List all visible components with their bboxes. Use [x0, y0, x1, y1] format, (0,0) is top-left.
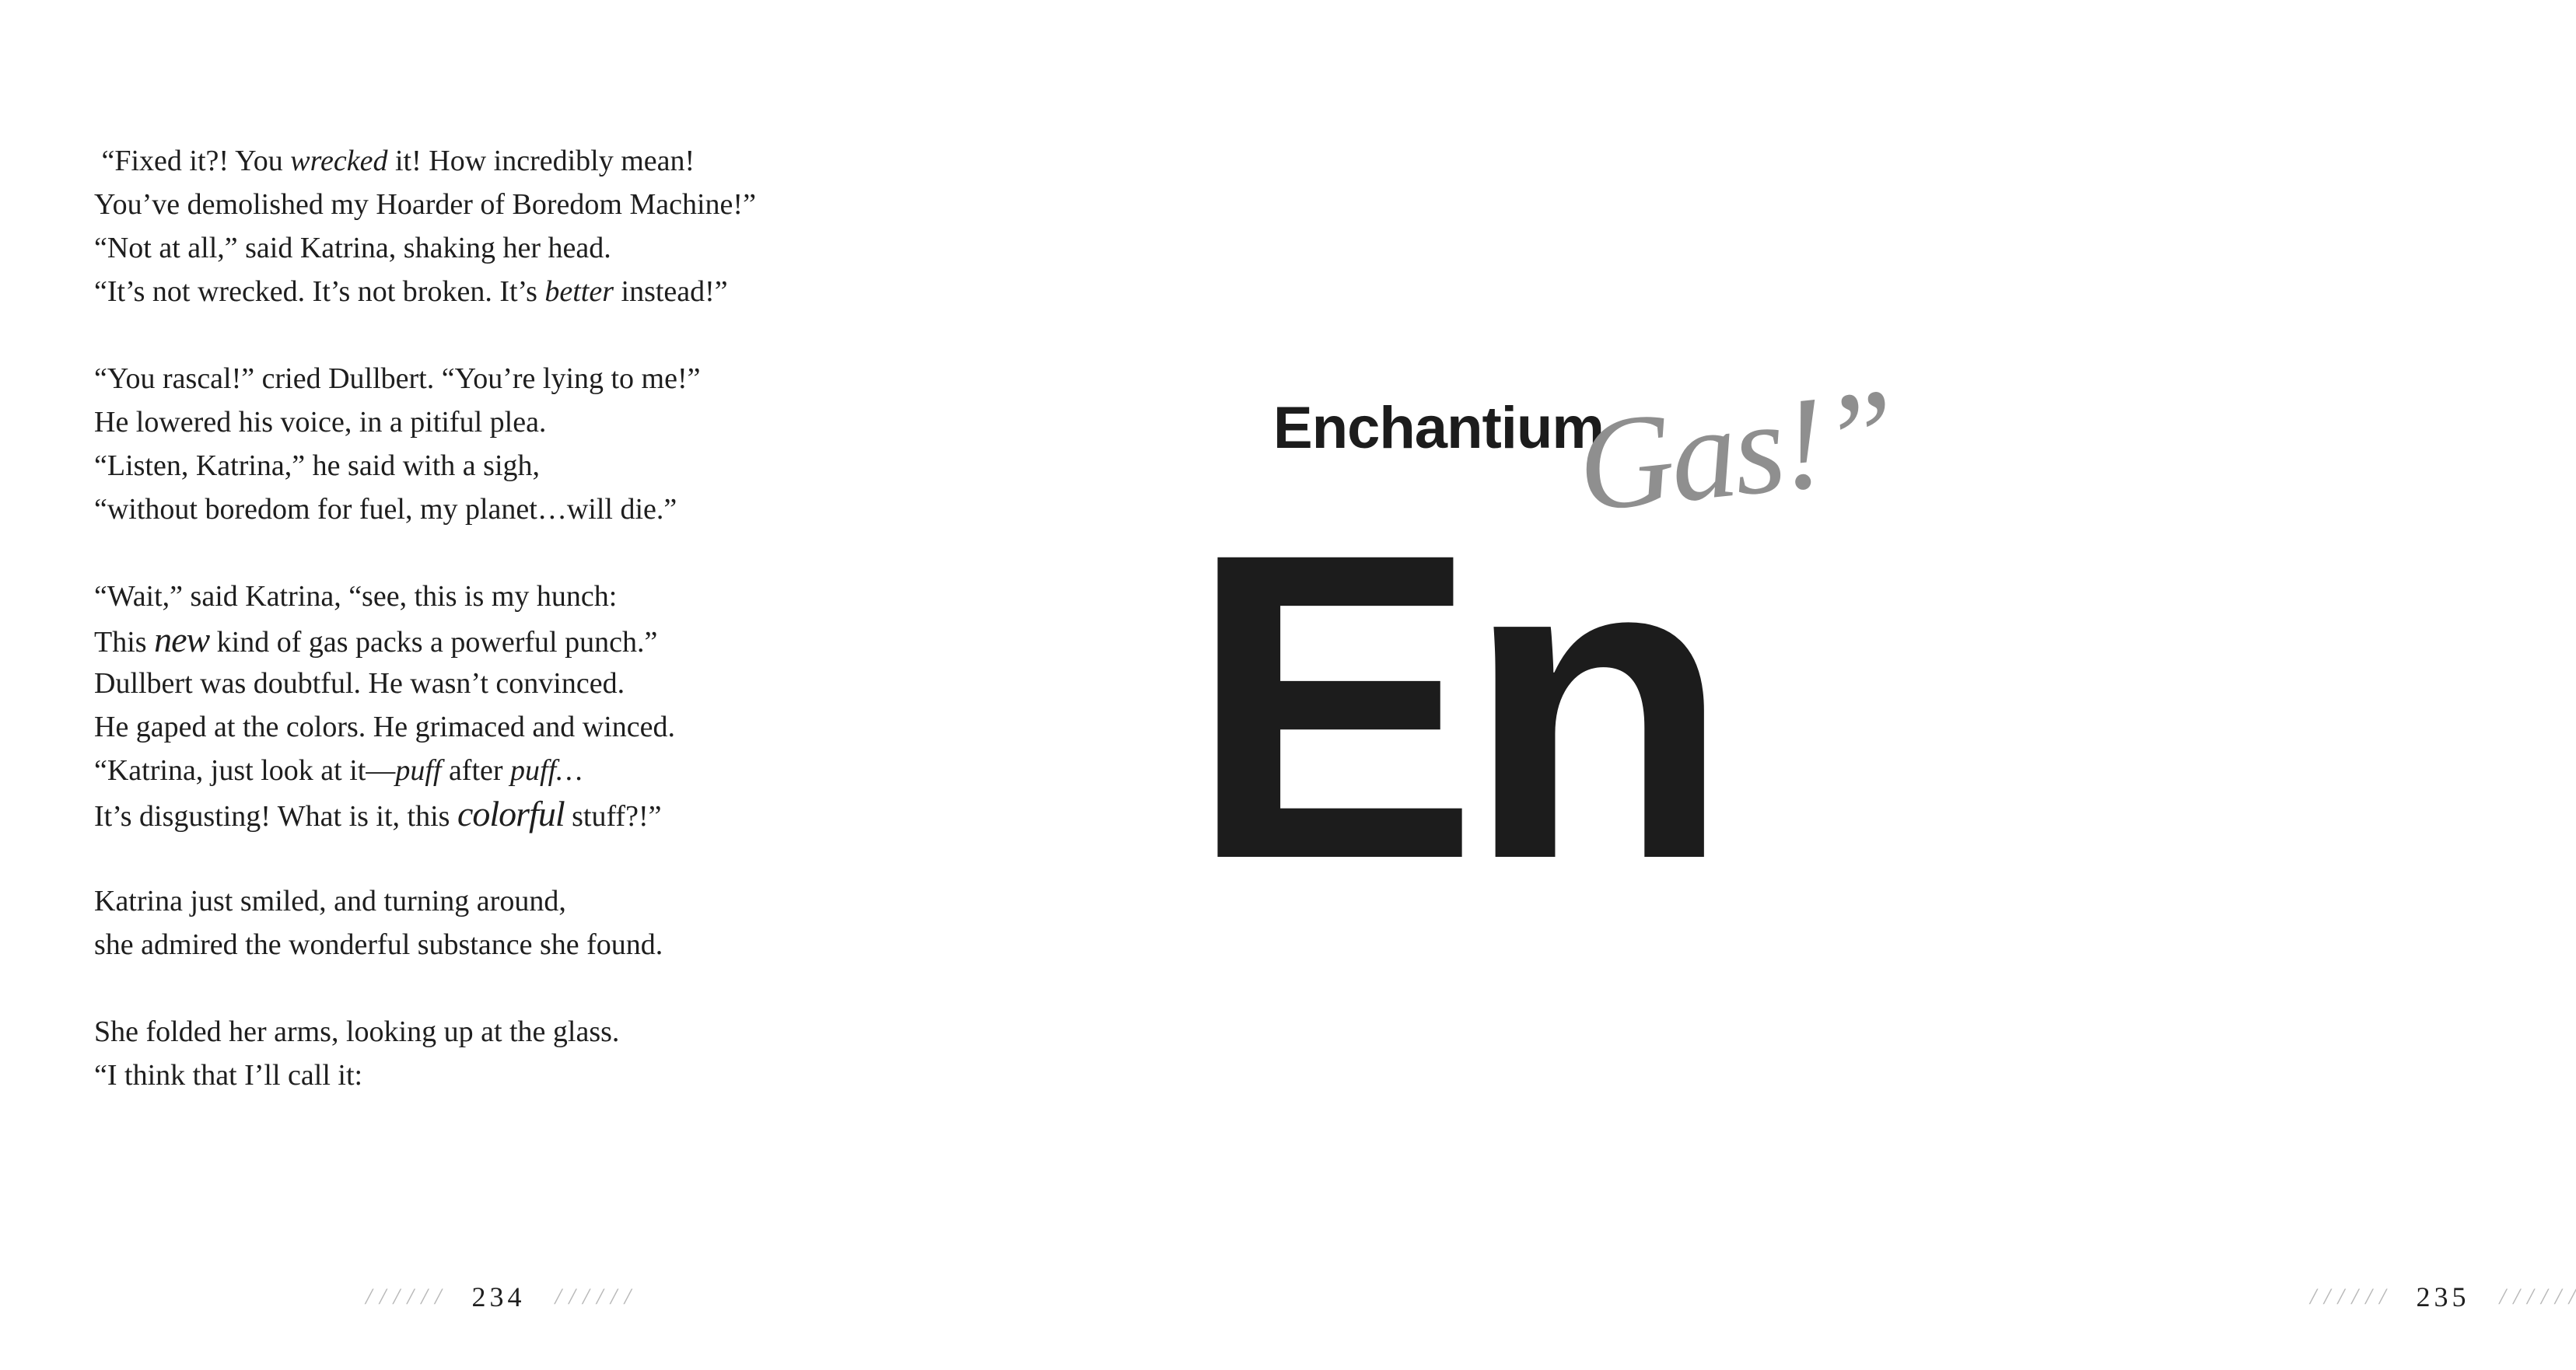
text-segment: Dullbert was doubtful. He wasn’t convinced.: [94, 667, 625, 700]
text-segment: He gaped at the colors. He grimaced and winced.: [94, 711, 676, 743]
italic-word: puff: [395, 754, 442, 787]
text-segment: You’ve demolished my Hoarder of Boredom Machine!”: [94, 188, 756, 221]
poem-line: [94, 1010, 919, 1054]
poem-line: [94, 618, 919, 662]
stanza: [94, 357, 919, 531]
text-segment: “Fixed it?! You: [94, 145, 291, 177]
poem-line: [94, 705, 919, 749]
stanza: [94, 1010, 919, 1097]
folio-left: [366, 1277, 632, 1316]
poem-line: [94, 270, 919, 313]
stanza: [94, 139, 919, 313]
folio-ornament-left: / / / / / /: [2310, 1284, 2387, 1309]
poem-line: [94, 139, 919, 183]
text-segment: She folded her arms, looking up at the glass.: [94, 1015, 620, 1048]
text-segment: Katrina just smiled, and turning around,: [94, 885, 566, 917]
text-segment: This: [94, 626, 155, 659]
text-segment: “You rascal!” cried Dullbert. “You’re lying to me!”: [94, 362, 701, 395]
poem-line: [94, 226, 919, 270]
page-number-right: 235: [2416, 1281, 2470, 1312]
gas-word: Gas!”: [1570, 361, 1900, 540]
text-segment: “It’s not wrecked. It’s not broken. It’s: [94, 275, 545, 308]
poem-text: [94, 139, 919, 1097]
stanza: [94, 879, 919, 966]
poem-line: [94, 488, 919, 531]
text-segment: “Wait,” said Katrina, “see, this is my hunch:: [94, 580, 618, 613]
left-page: [0, 0, 972, 1370]
poem-line: [94, 444, 919, 488]
text-segment: “Listen, Katrina,” he said with a sigh,: [94, 449, 541, 482]
poem-line: [94, 183, 919, 226]
swash-word: new: [154, 620, 210, 659]
poem-line: [94, 792, 919, 836]
page-number-left: 234: [471, 1281, 526, 1312]
text-segment: It’s disgusting! What is it, this: [94, 800, 457, 833]
text-segment: “I think that I’ll call it:: [94, 1059, 363, 1092]
poem-line: [94, 923, 919, 966]
text-segment: it! How incredibly mean!: [387, 145, 695, 177]
poem-line: [94, 662, 919, 705]
folio-ornament-right: / / / / / /: [555, 1284, 632, 1309]
poem-line: [94, 400, 919, 444]
text-segment: “Not at all,” said Katrina, shaking her head.: [94, 232, 611, 264]
folio-right: [2310, 1277, 2576, 1316]
italic-word: puff…: [510, 754, 583, 787]
text-segment: she admired the wonderful substance she found.: [94, 928, 663, 961]
poem-line: [94, 575, 919, 618]
italic-word: wrecked: [290, 145, 388, 177]
element-symbol: En: [1188, 463, 1717, 949]
italic-word: better: [544, 275, 614, 308]
poem-line: [94, 357, 919, 400]
text-segment: “without boredom for fuel, my planet…will die.”: [94, 493, 677, 526]
poem-line: [94, 749, 919, 792]
text-segment: kind of gas packs a powerful punch.”: [209, 626, 658, 659]
text-segment: stuff?!”: [564, 800, 662, 833]
swash-word: colorful: [457, 794, 565, 834]
text-segment: instead!”: [614, 275, 728, 308]
text-segment: “Katrina, just look at it—: [94, 754, 396, 787]
text-segment: He lowered his voice, in a pitiful plea.: [94, 406, 547, 439]
poem-line: [94, 1054, 919, 1097]
folio-ornament-left: / / / / / /: [366, 1284, 443, 1309]
poem-line: [94, 879, 919, 923]
folio-ornament-right: / / / / / /: [2499, 1284, 2576, 1309]
element-name: Enchantium: [1273, 395, 1604, 461]
stanza: [94, 575, 919, 836]
text-segment: after: [441, 754, 511, 787]
